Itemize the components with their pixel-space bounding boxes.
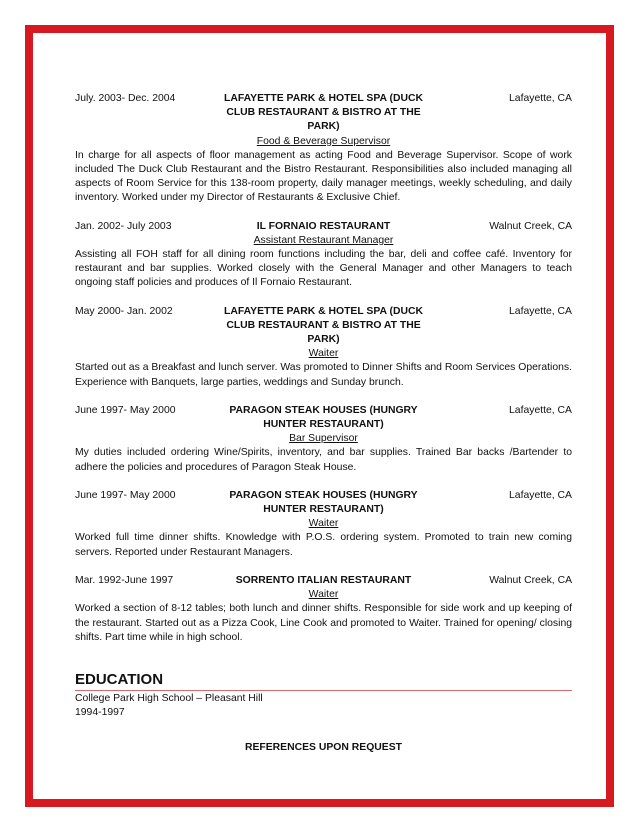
education-section — [75, 671, 572, 720]
job-location: Lafayette, CA — [509, 404, 572, 416]
job-entry-duck-club-supervisor — [75, 92, 572, 206]
job-dates: Jan. 2002- July 2003 — [75, 220, 172, 232]
job-header — [75, 92, 572, 135]
resume-content — [75, 92, 572, 756]
job-title: Waiter — [308, 589, 339, 601]
job-location: Lafayette, CA — [509, 305, 572, 317]
job-description: Worked a section of 8-12 tables; both lunch and dinner shifts. Responsible for side work and up keeping of the restaurant. Started out as a Pizza Cook, Line Cook and promoted to Waiter. Trained for opening/ closing shifts. Part time while in high school. — [75, 603, 572, 643]
job-dates: June 1997- May 2000 — [75, 404, 176, 416]
job-description: Worked full time dinner shifts. Knowledge with P.O.S. ordering system. Promoted to train new coming servers. Reported under Restaurant Managers. — [75, 532, 572, 558]
job-company: LAFAYETTE PARK & HOTEL SPA (DUCK CLUB RESTAURANT & BISTRO AT THE PARK) — [224, 305, 423, 346]
job-dates: July. 2003- Dec. 2004 — [75, 93, 176, 104]
job-entry-paragon-waiter — [75, 489, 572, 560]
job-company: LAFAYETTE PARK & HOTEL SPA (DUCK CLUB RESTAURANT & BISTRO AT THE PARK) — [224, 93, 423, 133]
job-title: Waiter — [308, 518, 339, 530]
job-location: Lafayette, CA — [509, 489, 572, 501]
job-location: Lafayette, CA — [509, 93, 572, 104]
job-entry-paragon-bar-supervisor — [75, 404, 572, 475]
job-header — [75, 404, 572, 432]
job-title: Food & Beverage Supervisor — [256, 135, 391, 147]
job-location: Walnut Creek, CA — [489, 220, 572, 232]
job-company: IL FORNAIO RESTAURANT — [256, 220, 391, 232]
education-heading: EDUCATION — [75, 670, 164, 688]
job-header — [75, 574, 572, 588]
job-location: Walnut Creek, CA — [489, 574, 572, 586]
job-title: Assistant Restaurant Manager — [253, 234, 394, 246]
job-title: Bar Supervisor — [289, 433, 358, 445]
education-school: College Park High School – Pleasant Hill — [75, 692, 263, 704]
job-company: PARAGON STEAK HOUSES (HUNGRY HUNTER RESTAURANT) — [229, 489, 418, 516]
job-description: My duties included ordering Wine/Spirits, inventory, and bar supplies. Trained Bar backs /Bartender to adhere the policies and procedures of Paragon Steak House. — [75, 447, 572, 473]
job-entry-il-fornaio — [75, 220, 572, 291]
job-dates: Mar. 1992-June 1997 — [75, 574, 174, 586]
job-description: In charge for all aspects of floor management as acting Food and Beverage Supervisor. Scope of work included The Duck Club Restaurant and the Bistro Restaurant. Responsibilities also included managing all aspects of Room Service for this 138-room property, daily manager meetings, weekly scheduling, and daily inventory. Worked under my Director of Restaurants & Exclusive Chief. — [75, 149, 572, 204]
job-dates: May 2000- Jan. 2002 — [75, 305, 173, 317]
job-title: Waiter — [308, 348, 339, 360]
job-dates: June 1997- May 2000 — [75, 489, 176, 501]
job-company: SORRENTO ITALIAN RESTAURANT — [235, 574, 412, 586]
education-years: 1994-1997 — [75, 707, 125, 719]
references-note: REFERENCES UPON REQUEST — [244, 742, 403, 754]
job-header — [75, 220, 572, 234]
job-header — [75, 305, 572, 348]
job-entry-sorrento — [75, 574, 572, 645]
job-entry-duck-club-waiter — [75, 305, 572, 390]
education-divider — [75, 690, 572, 691]
job-description: Started out as a Breakfast and lunch server. Was promoted to Dinner Shifts and Room Services Operations. Experience with Banquets, large parties, weddings and Sunday brunch. — [75, 362, 572, 388]
job-company: PARAGON STEAK HOUSES (HUNGRY HUNTER RESTAURANT) — [229, 404, 418, 431]
job-header — [75, 489, 572, 517]
job-description: Assisting all FOH staff for all dining room functions including the bar, deli and coffee café. Inventory for restaurant and bar supplies. Worked closely with the General Manager and other Managers to teach ongoing staff policies and produces of Il Fornaio Restaurant. — [75, 249, 572, 289]
